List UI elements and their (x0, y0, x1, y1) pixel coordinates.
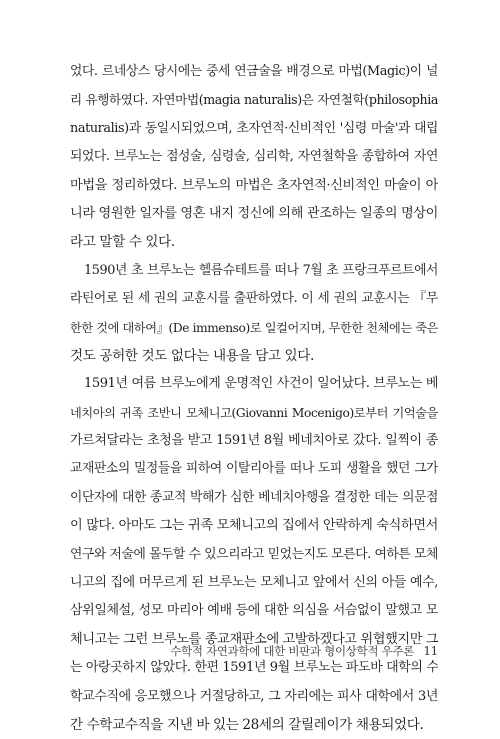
text-line: 이 많다. 아마도 그는 귀족 모체니고의 집에서 안락하게 숙식하면서 (70, 518, 438, 534)
text-line: 라고 말할 수 있다. (70, 234, 175, 251)
text-line: 1591년 여름 브루노에게 운명적인 사건이 일어났다. 브루노는 베 (84, 376, 438, 392)
text-line: 삼위일체설, 성모 마리아 예배 등에 대한 의심을 서슴없이 말했고 모 (70, 603, 438, 619)
running-title: 수학적 자연과학에 대한 비판과 형이상학적 우주론 (170, 644, 414, 658)
text-line: 되었다. 브루노는 점성술, 심령술, 심리학, 자연철학을 종합하여 자연 (70, 149, 438, 165)
text-line: 체니고는 그런 브루노를 종교재판소에 고발하겠다고 위협했지만 그 (70, 631, 438, 647)
text-line: 니라 영원한 일자를 영혼 내지 정신에 의해 관조하는 일종의 명상이 (70, 205, 438, 221)
text-line: 연구와 저술에 몰두할 수 있으리라고 믿었는지도 모른다. 여하튼 모체 (70, 546, 438, 562)
text-line: 교재판소의 밀정들을 피하여 이탈리아를 떠나 도피 생활을 했던 그가 (70, 461, 438, 477)
text-line: 리 유행하였다. 자연마법(magia naturalis)은 자연철학(philosophia (70, 92, 438, 108)
text-line: 네치아의 귀족 조반니 모체니고(Giovanni Mocenigo)로부터 기억술을 (70, 405, 438, 420)
text-line: naturalis)과 동일시되었으며, 초자연적·신비적인 '심령 마술'과 대립 (70, 120, 438, 136)
text-line: 학교수직에 응모했으나 거절당하고, 그 자리에는 피사 대학에서 3년 (70, 688, 438, 704)
text-line: 것도 공허한 것도 없다는 내용을 담고 있다. (70, 347, 314, 364)
page-body (70, 58, 438, 739)
text-line: 가르쳐달라는 초청을 받고 1591년 8월 베네치아로 갔다. 일찍이 종 (70, 433, 438, 449)
page-number: 11 (423, 644, 438, 658)
page-footer (170, 643, 438, 659)
text-line: 라틴어로 된 세 권의 교훈시를 출판하였다. 이 세 권의 교훈시는 『무 (70, 291, 438, 307)
text-line: 는 아랑곳하지 않았다. 한편 1591년 9월 브루노는 파도바 대학의 수 (70, 660, 438, 676)
text-line: 었다. 르네상스 당시에는 중세 연금술을 배경으로 마법(Magic)이 널 (70, 64, 438, 79)
text-line: 간 수학교수직을 지낸 바 있는 28세의 갈릴레이가 채용되었다. (70, 716, 424, 733)
text-line: 마법을 정리하였다. 브루노의 마법은 초자연적·신비적인 마술이 아 (70, 177, 438, 193)
text-line: 이단자에 대한 종교적 박해가 심한 베네치아행을 결정한 데는 의문점 (70, 489, 438, 505)
text-line: 니고의 집에 머무르게 된 브루노는 모체니고 앞에서 신의 아들 예수, (70, 575, 438, 591)
text-line: 1590년 초 브루노는 헬름슈테트를 떠나 7월 초 프랑크푸르트에서 (84, 262, 438, 278)
text-line: 한한 것에 대하여』(De immenso)로 일컬어지며, 무한한 천체에는 죽은 (70, 320, 438, 335)
